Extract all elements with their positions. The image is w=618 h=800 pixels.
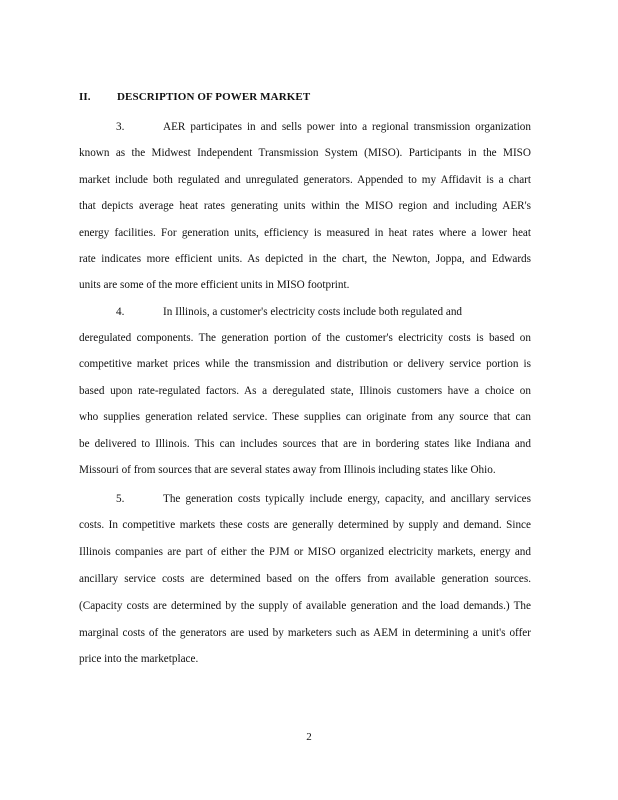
- paragraph-number: 3.: [116, 121, 125, 133]
- paragraph-5-line-5: (Capacity costs are determined by the supply of available generation and the load demands.) The: [79, 600, 531, 612]
- paragraph-4-line-3: competitive market prices while the transmission and distribution or delivery service portion is: [79, 358, 531, 370]
- paragraph-5-line-3: Illinois companies are part of either the PJM or MISO organized electricity markets, energy and: [79, 546, 531, 558]
- line-text: In Illinois, a customer's electricity costs include both regulated and: [163, 306, 463, 318]
- section-heading: [79, 91, 310, 103]
- line-text: The generation costs typically include energy, capacity, and ancillary services: [163, 493, 531, 505]
- paragraph-5-line-4: ancillary service costs are determined based on the offers from available generation sources.: [79, 573, 531, 585]
- paragraph-3-line-4: that depicts average heat rates generating units within the MISO region and including AER's: [79, 200, 531, 212]
- line-text: AER participates in and sells power into a regional transmission organization: [163, 121, 531, 133]
- section-title: DESCRIPTION OF POWER MARKET: [117, 91, 311, 103]
- paragraph-3-line-6: rate indicates more efficient units. As depicted in the chart, the Newton, Joppa, and Edwards: [79, 253, 531, 265]
- paragraph-number: 5.: [116, 493, 125, 505]
- page-number: 2: [306, 731, 312, 743]
- paragraph-3-line-2: known as the Midwest Independent Transmission System (MISO). Participants in the MISO: [79, 147, 531, 159]
- paragraph-3-line-7: units are some of the more efficient units in MISO footprint.: [79, 279, 350, 291]
- section-number: II.: [79, 91, 91, 103]
- paragraph-5-line-2: costs. In competitive markets these costs are generally determined by supply and demand. Since: [79, 519, 531, 531]
- paragraph-5-line-6: marginal costs of the generators are used by marketers such as AEM in determining a unit's offer: [79, 627, 531, 639]
- paragraph-4-line-6: be delivered to Illinois. This can includes sources that are in bordering states like Indiana and: [79, 438, 531, 450]
- paragraph-4-line-2: deregulated components. The generation portion of the customer's electricity costs is based on: [79, 332, 531, 344]
- paragraph-4-line-5: who supplies generation related service. These supplies can originate from any source that can: [79, 411, 531, 423]
- paragraph-number: 4.: [116, 306, 125, 318]
- paragraph-4-line-1: [116, 305, 531, 319]
- paragraph-5-line-7: price into the marketplace.: [79, 653, 199, 665]
- paragraph-5-line-1: [116, 492, 531, 506]
- paragraph-3-line-5: energy facilities. For generation units, efficiency is measured in heat rates where a lower heat: [79, 227, 531, 239]
- paragraph-3-line-1: [116, 120, 531, 134]
- paragraph-3-line-3: market include both regulated and unregulated generators. Appended to my Affidavit is a chart: [79, 174, 531, 186]
- paragraph-4-line-4: based upon rate-regulated factors. As a deregulated state, Illinois customers have a choice on: [79, 385, 531, 397]
- paragraph-4-line-7: Missouri of from sources that are several states away from Illinois including states like Ohio.: [79, 464, 496, 476]
